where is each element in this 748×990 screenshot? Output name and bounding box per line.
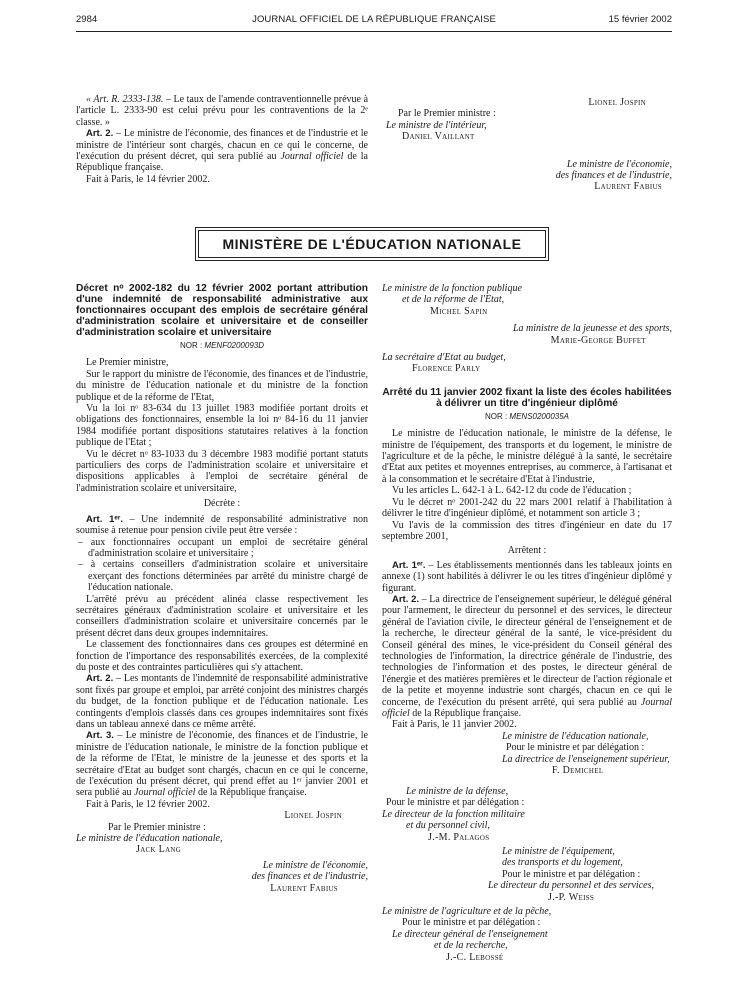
arrete-arretent: Arrêtent : xyxy=(507,545,547,557)
decree-art1-item2: – à certains conseillers d'administration scolaire et universitaire exerçant des fonctions déterminées par arrêté du ministre chargé de l'éducation nationale. xyxy=(78,559,368,594)
arrete-title: Arrêté du 11 janvier 2002 fixant la liste des écoles habilitées à délivrer un titre d'ingénieur diplômé xyxy=(382,386,672,409)
arrete-art2: Art. 2. – La directrice de l'enseignement supérieur, le délégué général pour l'armement, le directeur du personnel et des services, le directeur général de l'aviation civile, le directeur général de l'enseignement et de la recherche, le directeur général de la santé, le vice-président du Conseil général des mines, le vice-président du Conseil général des technologies de l'information, la directrice générale de l'industrie, des technologies de l'information et des postes, le directeur général de l'énergie et des matières premières et le directeur de l'action régionale et de la petite et moyenne industrie sont chargés, chacun en ce qui le concerne, de l'exécution du présent arrêté, qui sera publié au Journal officiel de la République française. xyxy=(382,593,672,719)
decree-minister-youth-name: Marie-George Buffet xyxy=(550,334,646,346)
previous-decree-signatures xyxy=(382,97,672,193)
arrete-signature-equipment: Le ministre de l'équipement, des transports et du logement, Pour le ministre et par délégation : Le directeur du personnel et des services, J.-P. Weiss xyxy=(488,846,654,903)
article-r-2333-138: « Art. R. 2333-138. – Le taux de l'amende contraventionnelle prévue à l'article L. 2333-90 est celui prévu pour les contraventions de la 2ᵉ classe. » xyxy=(76,94,369,128)
arrete-art1: Art. 1ᵉʳ. – Les établissements mentionnés dans les tableaux joints en annexe (1) sont habilités à délivrer le ou les titres d'ingénieur diplômé y figurant. xyxy=(382,559,672,594)
decree-title: Décret nᵒ 2002-182 du 12 février 2002 portant attribution d'une indemnité de responsabilité administrative aux fonctionnaires occupant des emplois de secrétaire général d'administration scolaire et universitaire et de conseiller d'administration scolaire et universitaire xyxy=(76,283,368,338)
decree-art2: Art. 2. – Les montants de l'indemnité de responsabilité administrative sont fixés par groupe et emploi, par arrêté conjoint des ministres chargés du budget, de la fonction publique et de l'éducation nationale. Les contingents d'emplois classés dans ces groupes indemnitaires sont fixés dans un tableau annexé dans ce même arrêté. xyxy=(76,673,368,730)
done-at: Fait à Paris, le 14 février 2002. xyxy=(86,173,210,185)
decree-minister-economy-name: Laurent Fabius xyxy=(270,882,338,894)
decree-minister-civil-service: Le ministre de la fonction publique xyxy=(382,283,522,294)
article-2: Art. 2. – Le ministre de l'économie, des finances et de l'industrie et le ministre de l'intérieur sont chargés, chacun en ce qui le concerne, de l'exécution du présent décret, qui sera publié au Journal officiel de la République française. xyxy=(76,128,368,174)
issue-date: 15 février 2002 xyxy=(608,14,672,25)
decree-art1-item1: – aux fonctionnaires occupant un emploi de secrétaire général d'administration scolaire et universitaire ; xyxy=(78,536,368,559)
minister-interior: Le ministre de l'intérieur, xyxy=(386,119,487,131)
decree-minister-economy-2: des finances et de l'industrie, xyxy=(251,871,368,883)
decree-minister-youth: La ministre de la jeunesse et des sports, xyxy=(512,323,672,335)
minister-economy: Le ministre de l'économie, xyxy=(566,158,672,170)
signature-pm: Lionel Jospin xyxy=(588,97,646,108)
decree-minister-education-name: Jack Lang xyxy=(136,844,182,856)
decree-minister-civil-service-2: et de la réforme de l'Etat, xyxy=(402,294,505,306)
decree-done: Fait à Paris, le 12 février 2002. xyxy=(86,798,210,810)
decree-minister-education: Le ministre de l'éducation nationale, xyxy=(76,833,223,845)
arrete-nor: NOR : MENS0200035A xyxy=(484,411,570,421)
decree-minister-civil-service-name: Michel Sapin xyxy=(430,305,488,317)
ministry-banner: MINISTÈRE DE L'ÉDUCATION NATIONALE xyxy=(198,230,546,258)
arrete-done: Fait à Paris, le 11 janvier 2002. xyxy=(392,719,517,731)
arrete-p1: Le ministre de l'éducation nationale, le ministre de la défense, le ministre de l'équipement, des transports et du logement, le ministre de l'agriculture et de la pêche, le ministre délégué à la santé, le secrétaire d'Etat aux petites et moyennes entreprises, au commerce, à l'artisanat et à la consommation et le secrétaire d'Etat à l'industrie, xyxy=(382,428,672,485)
by-pm: Par le Premier ministre : xyxy=(398,108,496,120)
arrete-signature-agriculture: Le ministre de l'agriculture et de la pêche, Pour le ministre et par délégation : Le directeur général de l'enseignement et de la recherche, J.-C. Lebossé xyxy=(382,906,552,963)
decree-p3: Vu la loi nᵒ 83-634 du 13 juillet 1983 modifiée portant droits et obligations des fonctionnaires, ensemble la loi nᵒ 84-16 du 11 janvier 1984 modifiée portant dispositions statutaires relatives à la fonction publique de l'Etat ; xyxy=(76,403,368,449)
decree-nor: NOR : MENF0200093D xyxy=(179,341,265,350)
decree-secretary-budget: La secrétaire d'Etat au budget, xyxy=(382,352,506,364)
minister-economy-name: Laurent Fabius xyxy=(594,181,662,193)
decree-art1: Art. 1ᵉʳ. – Une indemnité de responsabilité administrative non soumise à retenue pour pension civile peut être versée : xyxy=(76,513,368,537)
decree-p6: Le classement des fonctionnaires dans ces groupes est déterminé en fonction de l'importance des responsabilités exercées, de la complexité du poste et des contraintes particulières qui s'y attachent. xyxy=(76,639,368,673)
decree-minister-economy: Le ministre de l'économie, xyxy=(262,859,368,871)
journal-title: JOURNAL OFFICIEL DE LA RÉPUBLIQUE FRANÇAISE xyxy=(252,14,496,25)
decree-p4: Vu le décret nᵒ 83-1033 du 3 décembre 1983 modifié portant statuts particuliers des corps de l'administration scolaire et universitaire et dispositions applicables à l'emploi de secrétaire général de l'administration scolaire et universitaire, xyxy=(76,448,368,494)
page-number: 2984 xyxy=(76,14,98,25)
arrete-p2: Vu les articles L. 642-1 à L. 642-12 du code de l'éducation ; xyxy=(392,485,632,497)
previous-decree-end xyxy=(76,94,368,185)
decree-p2: Sur le rapport du ministre de l'économie, des finances et de l'industrie, du ministre de l'éducation nationale et du ministre de la fonction publique et de la réforme de l'Etat, xyxy=(76,368,368,403)
decree-p1: Le Premier ministre, xyxy=(86,357,169,369)
decree-by-pm: Par le Premier ministre : xyxy=(108,821,206,833)
decree-2002-182 xyxy=(76,283,368,894)
arrete-p3: Vu le décret nᵒ 2001-242 du 22 mars 2001 relatif à l'habilitation à délivrer le titre d'ingénieur diplômé, et notamment son article 3 ; xyxy=(382,496,672,520)
decree-decrete: Décrète : xyxy=(203,498,241,510)
page-header xyxy=(76,14,672,30)
right-column xyxy=(382,283,672,780)
decree-secretary-budget-name: Florence Parly xyxy=(412,363,481,375)
arrete-signature-defense-block: Le ministre de la défense, Pour le ministre et par délégation : Le directeur de la fonction militaire et du personnel civil, J.-M. Palagos xyxy=(382,786,525,843)
minister-economy-2: des finances et de l'industrie, xyxy=(555,170,672,182)
decree-signature-pm: Lionel Jospin xyxy=(284,810,342,822)
arrete-p4: Vu l'avis de la commission des titres d'ingénieur en date du 17 septembre 2001, xyxy=(382,519,672,542)
minister-interior-name: Daniel Vaillant xyxy=(402,131,475,143)
arrete-signature-education: Le ministre de l'éducation nationale, Pour le ministre et par délégation : La directrice de l'enseignement supérieur, F. Demichel xyxy=(502,730,670,777)
decree-p5: L'arrêté prévu au précédent alinéa classe respectivement les secrétaires généraux d'administration scolaire et universitaire et les conseillers d'administration scolaire et universitaire concernés par le présent décret dans deux groupes indemnitaires. xyxy=(76,593,368,639)
decree-art3: Art. 3. – Le ministre de l'économie, des finances et de l'industrie, le ministre de l'éducation nationale, le ministre de la fonction publique et de la réforme de l'Etat, le ministre de la jeunesse et des sports et la secrétaire d'Etat au budget sont chargés, chacun en ce qui le concerne, de l'exécution du présent décret, qui prend effet au 1ᵉʳ janvier 2001 et sera publié au Journal officiel de la République française. xyxy=(76,730,368,799)
header-rule xyxy=(76,31,672,32)
